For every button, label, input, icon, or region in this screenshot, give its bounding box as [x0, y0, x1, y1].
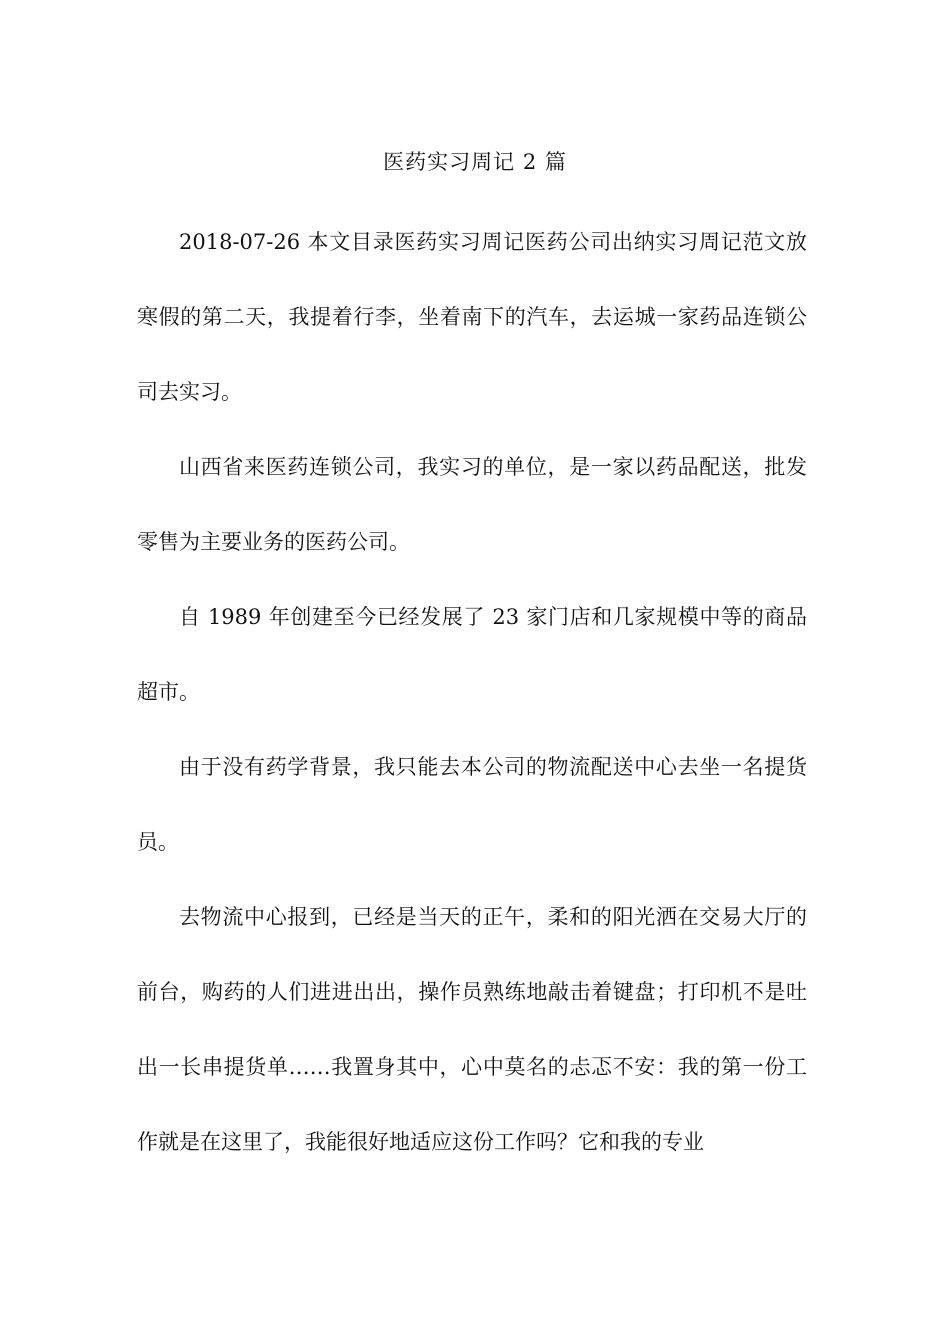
paragraph-4: 由于没有药学背景，我只能去本公司的物流配送中心去坐一名提货员。	[137, 755, 807, 854]
paragraph-3: 自 1989 年创建至今已经发展了 23 家门店和几家规模中等的商品超市。	[137, 605, 807, 704]
document-title: 医药实习周记 2 篇	[383, 150, 567, 174]
paragraph-2: 山西省来医药连锁公司，我实习的单位，是一家以药品配送，批发零售为主要业务的医药公司。	[137, 455, 807, 554]
document-body	[137, 205, 807, 1180]
paragraph-1: 2018-07-26 本文目录医药实习周记医药公司出纳实习周记范文放寒假的第二天，我提着行李，坐着南下的汽车，去运城一家药品连锁公司去实习。	[137, 230, 807, 404]
paragraph-5: 去物流中心报到，已经是当天的正午，柔和的阳光洒在交易大厅的前台，购药的人们进进出出，操作员熟练地敲击着键盘；打印机不是吐出一长串提货单……我置身其中，心中莫名的忐忑不安：我的第一份工作就是在这里了，我能很好地适应这份工作吗？它和我的专业	[137, 905, 807, 1154]
